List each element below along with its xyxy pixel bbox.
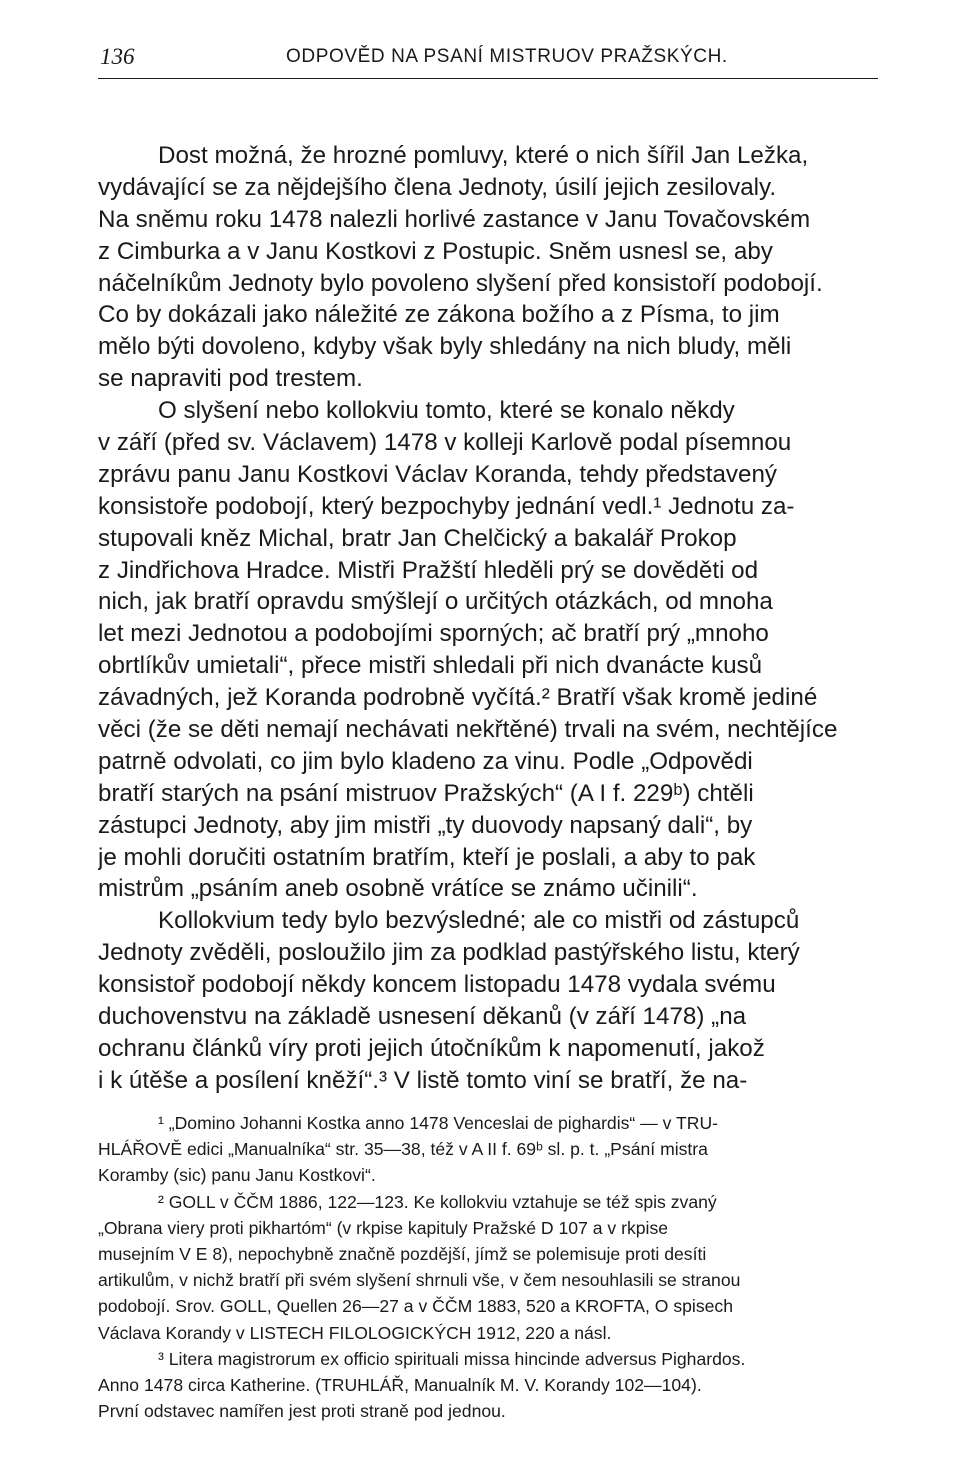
footnote-line: podobojí. Srov. GOLL, Quellen 26—27 a v ČČM 1883, 520 a KROFTA, O spisech	[98, 1296, 733, 1317]
text-line: stupovali kněz Michal, bratr Jan Chelčický a bakalář Prokop	[98, 524, 737, 552]
text-line: Jednoty zvěděli, posloužilo jim za podklad pastýřského listu, který	[98, 939, 800, 967]
footnote-line: Václava Korandy v LISTECH FILOLOGICKÝCH 1912, 220 a násl.	[98, 1322, 612, 1343]
text-line: Kollokvium tedy bylo bezvýsledné; ale co mistři od zástupců	[158, 907, 800, 935]
footnote-1	[98, 1110, 874, 1189]
footnote-line: artikulům, v nichž bratří při svém slyšení shrnuli vše, v čem nesouhlasili se stranou	[98, 1270, 741, 1291]
footnote-line: ¹ „Domino Johanni Kostka anno 1478 Venceslai de pighardis“ — v TRU-	[158, 1113, 719, 1133]
text-line: Co by dokázali jako náležité ze zákona božího a z Písma, to jim	[98, 301, 780, 329]
text-line: věci (že se děti nemají nechávati nekřtěné) trvali na svém, nechtějíce	[98, 716, 838, 744]
text-line: je mohli doručiti ostatním bratřím, kteří je poslali, a aby to pak	[98, 843, 756, 871]
text-line: i k útěše a posílení kněží“.³ V listě tomto viní se bratří, že na-	[98, 1066, 748, 1094]
text-line: ochranu článků víry proti jejich útočníkům k napomenutí, jakož	[98, 1034, 765, 1062]
footnote-3	[98, 1346, 874, 1425]
footnote-line: HLÁŘOVĚ edici „Manualníka“ str. 35—38, též v A II f. 69ᵇ sl. p. t. „Psání mistra	[98, 1139, 708, 1160]
text-line: konsistoř podobojí někdy koncem listopadu 1478 vydala svému	[98, 971, 776, 999]
text-line: let mezi Jednotou a podobojími sporných; ač bratří prý „mnoho	[98, 620, 769, 648]
body-text	[98, 140, 874, 1097]
text-line: závadných, jež Koranda podrobně vyčítá.² Bratří však kromě jediné	[98, 684, 818, 712]
paragraph-1	[98, 140, 874, 395]
text-line: bratří starých na psání mistruov Pražských“ (A I f. 229ᵇ) chtěli	[98, 779, 754, 807]
text-line: Dost možná, že hrozné pomluvy, které o nich šířil Jan Ležka,	[158, 142, 809, 169]
footnote-2	[98, 1189, 874, 1346]
text-line: konsistoře podobojí, který bezpochyby jednání vedl.¹ Jednotu za-	[98, 492, 795, 520]
footnote-line: ³ Litera magistrorum ex officio spirituali missa hincinde adversus Pighardos.	[158, 1348, 746, 1369]
page-header	[98, 44, 878, 79]
footnote-line: Koramby (sic) panu Janu Kostkovi“.	[98, 1165, 376, 1186]
text-line: nich, jak bratří opravdu smýšlejí o určitých otázkách, od mnoha	[98, 588, 773, 616]
text-line: se napraviti pod trestem.	[98, 365, 363, 393]
text-line: patrně odvolati, co jim bylo kladeno za vinu. Podle „Odpovědi	[98, 747, 753, 775]
paragraph-3	[98, 905, 874, 1096]
footnotes	[98, 1110, 874, 1424]
text-line: zprávu panu Janu Kostkovi Václav Koranda, tehdy představený	[98, 460, 778, 488]
text-line: Na sněmu roku 1478 nalezli horlivé zastance v Janu Tovačovském	[98, 205, 811, 233]
footnote-line: „Obrana viery proti pikhartóm“ (v rkpise kapituly Pražské D 107 a v rkpise	[98, 1217, 669, 1238]
footnote-line: První odstavec namířen jest proti straně pod jednou.	[98, 1401, 506, 1422]
text-line: vydávající se za nějdejšího člena Jednoty, úsilí jejich zesilovaly.	[98, 173, 777, 201]
page-number: 136	[100, 44, 135, 69]
running-head: ODPOVĚD NA PSANÍ MISTRUOV PRAŽSKÝCH.	[286, 46, 728, 67]
text-line: mistrům „psáním aneb osobně vrátíce se známo učinili“.	[98, 875, 698, 903]
text-line: v září (před sv. Václavem) 1478 v kolleji Karlově podal písemnou	[98, 429, 792, 457]
footnote-line: ² GOLL v ČČM 1886, 122—123. Ke kollokviu vztahuje se též spis zvaný	[158, 1191, 717, 1212]
text-line: O slyšení nebo kollokviu tomto, které se konalo někdy	[158, 397, 735, 425]
text-line: náčelníkům Jednoty bylo povoleno slyšení před konsistoří podobojí.	[98, 269, 823, 297]
text-line: z Jindřichova Hradce. Mistři Pražští hleděli prý se dověděti od	[98, 556, 759, 584]
text-line: z Cimburka a v Janu Kostkovi z Postupic. Sněm usnesl se, aby	[98, 237, 773, 265]
text-line: duchovenstvu na základě usnesení děkanů (v září 1478) „na	[98, 1003, 747, 1031]
text-line: mělo býti dovoleno, kdyby však byly shledány na nich bludy, měli	[98, 333, 792, 361]
text-line: zástupci Jednoty, aby jim mistři „ty duovody napsaný dali“, by	[98, 811, 753, 839]
footnote-line: musejním V E 8), nepochybně značně pozdější, jímž se polemisuje proti desíti	[98, 1243, 707, 1264]
paragraph-2	[98, 395, 874, 905]
text-line: obrtlíkův umietali“, přece mistři shledali při nich dvanácte kusů	[98, 652, 763, 680]
footnote-line: Anno 1478 circa Katherine. (TRUHLÁŘ, Manualník M. V. Korandy 102—104).	[98, 1374, 702, 1395]
